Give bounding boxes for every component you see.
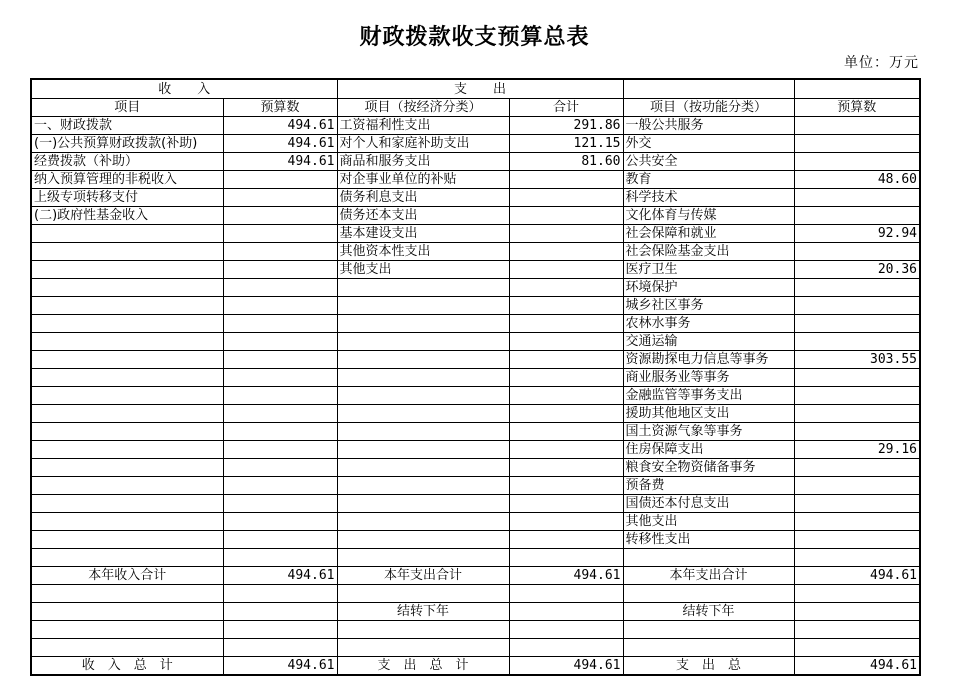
summary-cell: 494.61	[223, 657, 337, 676]
summary-cell	[509, 603, 623, 621]
functional-item-cell: 金融监管等事务支出	[623, 387, 794, 405]
income-value-cell	[223, 387, 337, 405]
summary-cell: 支 出 总 计	[337, 657, 509, 676]
empty-header-cell	[623, 79, 794, 99]
income-value-cell	[223, 531, 337, 549]
functional-item-cell: 外交	[623, 135, 794, 153]
functional-value-cell: 303.55	[794, 351, 920, 369]
table-row	[31, 351, 920, 369]
summary-cell	[223, 621, 337, 639]
functional-value-cell	[794, 423, 920, 441]
functional-item-cell: 社会保障和就业	[623, 225, 794, 243]
summary-cell	[31, 621, 223, 639]
functional-item-cell: 公共安全	[623, 153, 794, 171]
summary-cell	[794, 585, 920, 603]
functional-item-cell: 科学技术	[623, 189, 794, 207]
functional-value-cell	[794, 477, 920, 495]
functional-item-cell: 国债还本付息支出	[623, 495, 794, 513]
economic-item-cell	[337, 315, 509, 333]
economic-value-cell	[509, 243, 623, 261]
functional-item-cell: 转移性支出	[623, 531, 794, 549]
functional-item-cell: 医疗卫生	[623, 261, 794, 279]
economic-value-cell	[509, 351, 623, 369]
summary-cell: 494.61	[794, 567, 920, 585]
functional-value-cell	[794, 333, 920, 351]
functional-item-cell: 住房保障支出	[623, 441, 794, 459]
functional-item-cell: 国土资源气象等事务	[623, 423, 794, 441]
economic-value-cell	[509, 477, 623, 495]
income-item-cell: 上级专项转移支付	[31, 189, 223, 207]
income-value-cell	[223, 369, 337, 387]
summary-cell	[223, 603, 337, 621]
income-value-cell	[223, 171, 337, 189]
summary-cell: 494.61	[794, 657, 920, 676]
summary-cell	[337, 549, 509, 567]
functional-item-cell: 教育	[623, 171, 794, 189]
functional-value-cell	[794, 405, 920, 423]
economic-value-cell	[509, 315, 623, 333]
income-item-cell: 一、财政拨款	[31, 117, 223, 135]
economic-value-cell	[509, 441, 623, 459]
summary-cell: 本年支出合计	[623, 567, 794, 585]
summary-cell	[31, 549, 223, 567]
summary-cell	[223, 585, 337, 603]
summary-row	[31, 585, 920, 603]
economic-item-cell: 商品和服务支出	[337, 153, 509, 171]
economic-value-cell	[509, 279, 623, 297]
table-row	[31, 189, 920, 207]
income-value-cell	[223, 495, 337, 513]
functional-item-cell: 文化体育与传媒	[623, 207, 794, 225]
income-value-cell	[223, 297, 337, 315]
empty-header-cell	[794, 79, 920, 99]
economic-value-cell	[509, 369, 623, 387]
income-value-cell: 494.61	[223, 153, 337, 171]
income-item-cell	[31, 441, 223, 459]
functional-value-cell	[794, 279, 920, 297]
table-row	[31, 513, 920, 531]
economic-item-cell: 基本建设支出	[337, 225, 509, 243]
functional-item-cell: 预备费	[623, 477, 794, 495]
functional-value-cell	[794, 387, 920, 405]
table-row	[31, 279, 920, 297]
economic-item-cell: 其他支出	[337, 261, 509, 279]
expense-group-header: 支 出	[337, 79, 623, 99]
summary-cell	[794, 603, 920, 621]
economic-value-cell	[509, 171, 623, 189]
functional-value-cell	[794, 153, 920, 171]
summary-cell	[31, 603, 223, 621]
economic-item-cell	[337, 405, 509, 423]
table-row	[31, 405, 920, 423]
economic-item-cell	[337, 387, 509, 405]
functional-value-cell: 48.60	[794, 171, 920, 189]
column-header-functional-budget: 预算数	[794, 99, 920, 117]
summary-cell	[337, 585, 509, 603]
income-item-cell	[31, 279, 223, 297]
economic-value-cell	[509, 189, 623, 207]
income-item-cell	[31, 477, 223, 495]
functional-item-cell: 商业服务业等事务	[623, 369, 794, 387]
economic-item-cell: 工资福利性支出	[337, 117, 509, 135]
table-row	[31, 207, 920, 225]
income-item-cell	[31, 423, 223, 441]
functional-value-cell	[794, 243, 920, 261]
functional-item-cell: 其他支出	[623, 513, 794, 531]
economic-value-cell	[509, 261, 623, 279]
economic-item-cell	[337, 423, 509, 441]
economic-value-cell	[509, 495, 623, 513]
economic-item-cell	[337, 441, 509, 459]
summary-cell	[623, 639, 794, 657]
income-value-cell: 494.61	[223, 135, 337, 153]
economic-item-cell	[337, 495, 509, 513]
income-value-cell	[223, 189, 337, 207]
summary-cell: 支 出 总	[623, 657, 794, 676]
summary-cell	[794, 549, 920, 567]
functional-value-cell	[794, 459, 920, 477]
economic-item-cell: 债务利息支出	[337, 189, 509, 207]
table-row	[31, 441, 920, 459]
economic-value-cell	[509, 297, 623, 315]
income-item-cell	[31, 315, 223, 333]
economic-item-cell	[337, 351, 509, 369]
functional-item-cell: 粮食安全物资储备事务	[623, 459, 794, 477]
summary-cell	[31, 585, 223, 603]
summary-row	[31, 621, 920, 639]
table-row	[31, 315, 920, 333]
economic-value-cell	[509, 207, 623, 225]
table-row	[31, 423, 920, 441]
economic-value-cell	[509, 459, 623, 477]
functional-item-cell: 环境保护	[623, 279, 794, 297]
summary-cell: 本年收入合计	[31, 567, 223, 585]
income-value-cell	[223, 333, 337, 351]
summary-cell	[223, 549, 337, 567]
economic-item-cell	[337, 279, 509, 297]
budget-table	[30, 78, 921, 676]
summary-cell: 494.61	[509, 567, 623, 585]
economic-item-cell	[337, 531, 509, 549]
economic-item-cell: 其他资本性支出	[337, 243, 509, 261]
income-item-cell	[31, 225, 223, 243]
functional-value-cell	[794, 531, 920, 549]
functional-value-cell	[794, 369, 920, 387]
summary-row	[31, 549, 920, 567]
summary-cell: 494.61	[509, 657, 623, 676]
summary-cell	[509, 585, 623, 603]
economic-value-cell	[509, 531, 623, 549]
summary-cell	[509, 639, 623, 657]
income-value-cell	[223, 243, 337, 261]
table-row	[31, 369, 920, 387]
economic-item-cell	[337, 297, 509, 315]
income-item-cell	[31, 495, 223, 513]
table-row	[31, 135, 920, 153]
economic-value-cell	[509, 513, 623, 531]
summary-cell	[509, 621, 623, 639]
economic-value-cell: 291.86	[509, 117, 623, 135]
summary-cell: 494.61	[223, 567, 337, 585]
table-row	[31, 459, 920, 477]
table-row	[31, 117, 920, 135]
summary-cell: 结转下年	[623, 603, 794, 621]
table-row	[31, 297, 920, 315]
functional-item-cell: 社会保险基金支出	[623, 243, 794, 261]
column-header-income-item: 项目	[31, 99, 223, 117]
table-row	[31, 531, 920, 549]
income-value-cell	[223, 315, 337, 333]
functional-item-cell: 农林水事务	[623, 315, 794, 333]
income-value-cell	[223, 423, 337, 441]
income-item-cell	[31, 405, 223, 423]
summary-cell: 收 入 总 计	[31, 657, 223, 676]
summary-cell	[337, 621, 509, 639]
income-value-cell	[223, 513, 337, 531]
table-row	[31, 333, 920, 351]
functional-item-cell: 一般公共服务	[623, 117, 794, 135]
column-header-functional-item: 项目（按功能分类）	[623, 99, 794, 117]
economic-item-cell	[337, 513, 509, 531]
income-value-cell	[223, 207, 337, 225]
income-group-header: 收 入	[31, 79, 337, 99]
economic-item-cell: 对个人和家庭补助支出	[337, 135, 509, 153]
income-value-cell	[223, 477, 337, 495]
economic-item-cell	[337, 333, 509, 351]
table-header-group-row	[31, 79, 920, 99]
table-row	[31, 243, 920, 261]
summary-cell	[623, 621, 794, 639]
functional-value-cell	[794, 315, 920, 333]
summary-cell: 本年支出合计	[337, 567, 509, 585]
income-value-cell	[223, 225, 337, 243]
economic-value-cell	[509, 333, 623, 351]
income-item-cell	[31, 459, 223, 477]
functional-value-cell	[794, 513, 920, 531]
income-item-cell	[31, 261, 223, 279]
page-title: 财政拨款收支预算总表	[359, 25, 590, 50]
summary-cell	[509, 549, 623, 567]
table-row	[31, 477, 920, 495]
functional-value-cell	[794, 297, 920, 315]
functional-item-cell: 资源勘探电力信息等事务	[623, 351, 794, 369]
economic-item-cell	[337, 477, 509, 495]
economic-value-cell	[509, 387, 623, 405]
column-header-economic-total: 合计	[509, 99, 623, 117]
income-item-cell: (一)公共预算财政拨款(补助)	[31, 135, 223, 153]
functional-item-cell: 交通运输	[623, 333, 794, 351]
table-row	[31, 171, 920, 189]
income-item-cell: (二)政府性基金收入	[31, 207, 223, 225]
income-item-cell	[31, 513, 223, 531]
table-column-header-row	[31, 99, 920, 117]
economic-value-cell: 121.15	[509, 135, 623, 153]
functional-item-cell: 城乡社区事务	[623, 297, 794, 315]
economic-value-cell	[509, 423, 623, 441]
summary-cell	[794, 621, 920, 639]
table-row	[31, 387, 920, 405]
income-item-cell	[31, 297, 223, 315]
income-item-cell: 经费拨款（补助）	[31, 153, 223, 171]
functional-value-cell	[794, 207, 920, 225]
income-value-cell	[223, 279, 337, 297]
functional-value-cell: 20.36	[794, 261, 920, 279]
functional-value-cell: 92.94	[794, 225, 920, 243]
income-item-cell	[31, 531, 223, 549]
summary-cell	[337, 639, 509, 657]
table-row	[31, 495, 920, 513]
income-item-cell: 纳入预算管理的非税收入	[31, 171, 223, 189]
functional-value-cell	[794, 117, 920, 135]
income-value-cell: 494.61	[223, 117, 337, 135]
income-item-cell	[31, 333, 223, 351]
functional-value-cell: 29.16	[794, 441, 920, 459]
column-header-economic-item: 项目（按经济分类）	[337, 99, 509, 117]
income-value-cell	[223, 405, 337, 423]
economic-item-cell: 对企事业单位的补贴	[337, 171, 509, 189]
economic-value-cell	[509, 405, 623, 423]
summary-cell	[31, 639, 223, 657]
functional-value-cell	[794, 189, 920, 207]
summary-row	[31, 603, 920, 621]
summary-cell	[794, 639, 920, 657]
table-row	[31, 225, 920, 243]
summary-cell	[623, 549, 794, 567]
income-value-cell	[223, 441, 337, 459]
summary-row	[31, 639, 920, 657]
summary-row	[31, 657, 920, 676]
income-value-cell	[223, 459, 337, 477]
summary-row	[31, 567, 920, 585]
summary-cell: 结转下年	[337, 603, 509, 621]
income-item-cell	[31, 351, 223, 369]
functional-value-cell	[794, 495, 920, 513]
table-row	[31, 153, 920, 171]
income-item-cell	[31, 369, 223, 387]
table-row	[31, 261, 920, 279]
income-item-cell	[31, 243, 223, 261]
functional-value-cell	[794, 135, 920, 153]
summary-cell	[223, 639, 337, 657]
income-value-cell	[223, 351, 337, 369]
income-item-cell	[31, 387, 223, 405]
functional-item-cell: 援助其他地区支出	[623, 405, 794, 423]
income-value-cell	[223, 261, 337, 279]
economic-item-cell: 债务还本支出	[337, 207, 509, 225]
economic-value-cell: 81.60	[509, 153, 623, 171]
economic-item-cell	[337, 459, 509, 477]
summary-cell	[623, 585, 794, 603]
unit-label: 单位：万元	[844, 55, 919, 71]
economic-item-cell	[337, 369, 509, 387]
economic-value-cell	[509, 225, 623, 243]
column-header-income-budget: 预算数	[223, 99, 337, 117]
